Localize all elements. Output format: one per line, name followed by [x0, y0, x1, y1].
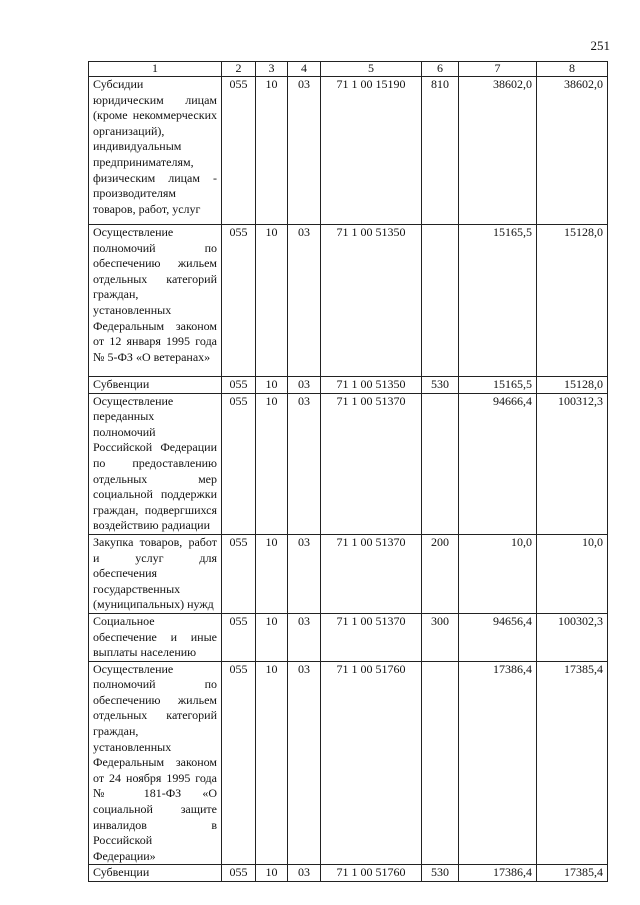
- table-header: [89, 62, 608, 77]
- cell-expense-type: 530: [422, 865, 459, 882]
- header-cell: 8: [537, 62, 608, 77]
- cell-expense-type: 810: [422, 77, 459, 225]
- header-cell: 7: [459, 62, 537, 77]
- header-cell: 4: [288, 62, 321, 77]
- cell-code: 055: [222, 225, 256, 377]
- cell-amount-2: 15128,0: [537, 225, 608, 377]
- cell-subsection: 03: [288, 393, 321, 534]
- table-row: [89, 77, 608, 225]
- cell-amount-1: 38602,0: [459, 77, 537, 225]
- cell-amount-1: 94656,4: [459, 613, 537, 661]
- budget-table: [88, 61, 608, 882]
- row-description: Осуществление переданных полномочий Российской Федерации по предоставлению отдельных мер социальной поддержки граждан, подвергшихся воздействию радиации: [89, 393, 222, 534]
- cell-section: 10: [256, 377, 288, 394]
- cell-expense-type: 300: [422, 613, 459, 661]
- cell-subsection: 03: [288, 661, 321, 865]
- table-row: [89, 225, 608, 377]
- cell-subsection: 03: [288, 225, 321, 377]
- cell-section: 10: [256, 225, 288, 377]
- cell-expense-type: [422, 393, 459, 534]
- cell-amount-2: 17385,4: [537, 865, 608, 882]
- cell-target-article: 71 1 00 51370: [321, 613, 422, 661]
- header-cell: 5: [321, 62, 422, 77]
- cell-code: 055: [222, 534, 256, 613]
- row-description: Осуществление полномочий по обеспечению жильем отдельных категорий граждан, установленных Федеральным законом от 12 января 1995 года № 5-ФЗ «О ветеранах»: [89, 225, 222, 377]
- cell-amount-2: 100312,3: [537, 393, 608, 534]
- cell-section: 10: [256, 865, 288, 882]
- cell-target-article: 71 1 00 51370: [321, 534, 422, 613]
- cell-amount-1: 15165,5: [459, 225, 537, 377]
- header-cell: 6: [422, 62, 459, 77]
- cell-expense-type: [422, 661, 459, 865]
- cell-subsection: 03: [288, 77, 321, 225]
- row-description: Социальное обеспечение и иные выплаты населению: [89, 613, 222, 661]
- table-row: [89, 534, 608, 613]
- cell-code: 055: [222, 865, 256, 882]
- cell-amount-1: 10,0: [459, 534, 537, 613]
- cell-code: 055: [222, 661, 256, 865]
- header-cell: 3: [256, 62, 288, 77]
- cell-subsection: 03: [288, 534, 321, 613]
- cell-target-article: 71 1 00 15190: [321, 77, 422, 225]
- cell-amount-1: 17386,4: [459, 661, 537, 865]
- header-cell: 2: [222, 62, 256, 77]
- row-description: Осуществление полномочий по обеспечению жильем отдельных категорий граждан, установленных Федеральным законом от 24 ноября 1995 года № 181-ФЗ «О социальной защите инвалидов в Российской Федерации»: [89, 661, 222, 865]
- cell-expense-type: 200: [422, 534, 459, 613]
- cell-target-article: 71 1 00 51370: [321, 393, 422, 534]
- cell-target-article: 71 1 00 51760: [321, 865, 422, 882]
- cell-amount-2: 17385,4: [537, 661, 608, 865]
- cell-subsection: 03: [288, 613, 321, 661]
- cell-amount-2: 15128,0: [537, 377, 608, 394]
- table-row: [89, 613, 608, 661]
- cell-amount-1: 17386,4: [459, 865, 537, 882]
- cell-subsection: 03: [288, 377, 321, 394]
- row-description: Закупка товаров, работ и услуг для обеспечения государственных (муниципальных) нужд: [89, 534, 222, 613]
- row-description: Субсидии юридическим лицам (кроме некоммерческих организаций), индивидуальным предпринимателям, физическим лицам - производителям товаров, работ, услуг: [89, 77, 222, 225]
- cell-subsection: 03: [288, 865, 321, 882]
- cell-amount-1: 15165,5: [459, 377, 537, 394]
- cell-amount-2: 10,0: [537, 534, 608, 613]
- cell-code: 055: [222, 393, 256, 534]
- cell-code: 055: [222, 377, 256, 394]
- table-row: [89, 661, 608, 865]
- cell-expense-type: 530: [422, 377, 459, 394]
- cell-section: 10: [256, 661, 288, 865]
- cell-section: 10: [256, 393, 288, 534]
- table-row: [89, 393, 608, 534]
- cell-target-article: 71 1 00 51350: [321, 225, 422, 377]
- cell-section: 10: [256, 613, 288, 661]
- cell-target-article: 71 1 00 51760: [321, 661, 422, 865]
- header-cell: 1: [89, 62, 222, 77]
- page-number: 251: [590, 38, 610, 53]
- cell-expense-type: [422, 225, 459, 377]
- cell-amount-1: 94666,4: [459, 393, 537, 534]
- table-row: [89, 865, 608, 882]
- cell-amount-2: 100302,3: [537, 613, 608, 661]
- cell-amount-2: 38602,0: [537, 77, 608, 225]
- cell-section: 10: [256, 534, 288, 613]
- row-description: Субвенции: [89, 865, 222, 882]
- cell-code: 055: [222, 77, 256, 225]
- table-row: [89, 377, 608, 394]
- cell-target-article: 71 1 00 51350: [321, 377, 422, 394]
- row-description: Субвенции: [89, 377, 222, 394]
- cell-code: 055: [222, 613, 256, 661]
- cell-section: 10: [256, 77, 288, 225]
